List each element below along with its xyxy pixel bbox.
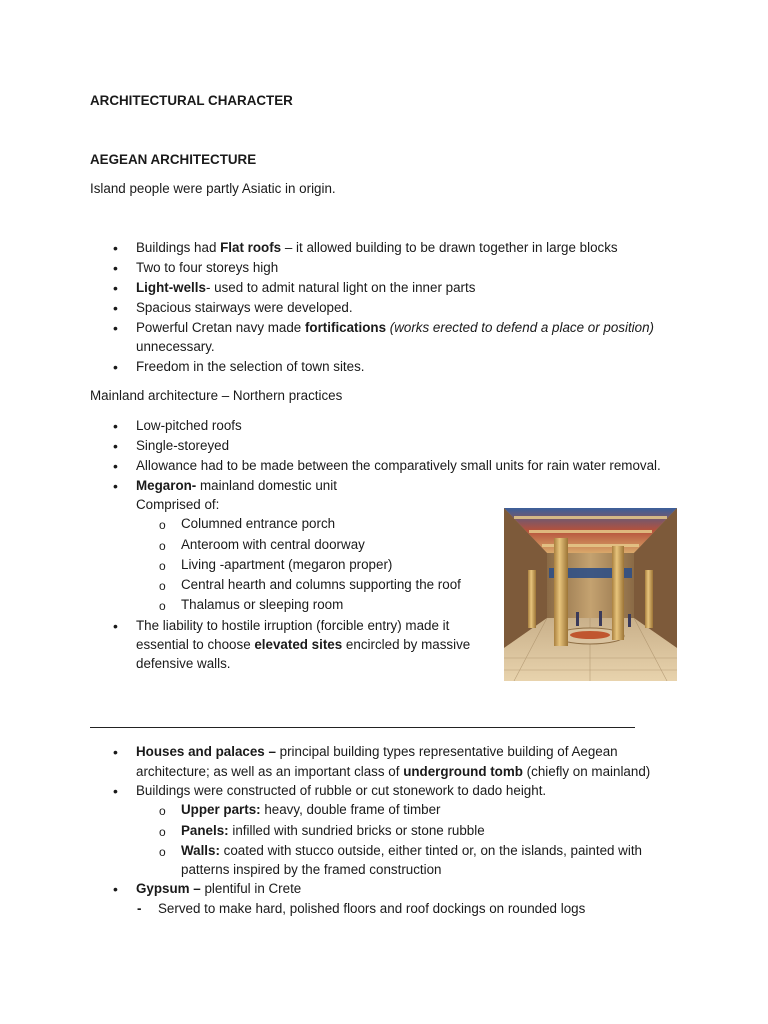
sub-bullet: o <box>159 579 166 593</box>
bullet: • <box>113 438 118 454</box>
megaron-interior-image <box>504 508 677 681</box>
list-item-continuation <box>136 764 650 780</box>
list-item <box>181 823 485 839</box>
bold-run: Houses and palaces – <box>136 744 276 759</box>
list-item: Single-storeyed <box>136 438 230 453</box>
sub-bullet: o <box>159 804 166 818</box>
list-item: Living -apartment (megaron proper) <box>181 557 393 572</box>
bullet: • <box>113 320 118 336</box>
list-item <box>136 478 337 494</box>
text-run: mainland domestic unit <box>196 478 337 493</box>
text-run: encircled by massive <box>342 637 471 652</box>
list-item: Low-pitched roofs <box>136 418 242 433</box>
bold-run: elevated sites <box>254 637 343 652</box>
dash-bullet: - <box>137 901 142 916</box>
text-run: plentiful in Crete <box>200 881 302 896</box>
text-run: Powerful Cretan navy made <box>136 320 305 335</box>
sub-bullet: o <box>159 845 166 859</box>
list-item: Freedom in the selection of town sites. <box>136 359 365 374</box>
text-run: – it allowed building to be drawn together in large blocks <box>281 240 618 255</box>
list-item: Spacious stairways were developed. <box>136 300 353 315</box>
list-item: Columned entrance porch <box>181 516 336 531</box>
list-item: Anteroom with central doorway <box>181 537 365 552</box>
bullet: • <box>113 458 118 474</box>
list-item-continuation: patterns inspired by the framed construction <box>181 862 442 877</box>
bullet: • <box>113 618 118 634</box>
list-item <box>136 320 654 336</box>
page-title: ARCHITECTURAL CHARACTER <box>90 93 293 108</box>
bold-run: Light-wells <box>136 280 206 295</box>
list-item: The liability to hostile irruption (forcible entry) made it <box>136 618 450 633</box>
list-item: Buildings were constructed of rubble or cut stonework to dado height. <box>136 783 547 798</box>
list-item: Allowance had to be made between the comparatively small units for rain water removal. <box>136 458 661 473</box>
italic-run: (works erected to defend a place or position) <box>386 320 655 335</box>
bold-run: fortifications <box>304 320 387 335</box>
bold-run: Upper parts: <box>181 802 261 817</box>
bold-run: Panels: <box>181 823 229 838</box>
bullet: • <box>113 744 118 760</box>
list-item <box>136 881 301 897</box>
bold-run: Megaron- <box>136 478 197 493</box>
list-item <box>136 240 618 256</box>
bold-run: Gypsum – <box>136 881 201 896</box>
list-item <box>136 744 618 760</box>
text-run: principal building types representative building of Aegean <box>275 744 618 759</box>
text-run: Buildings had <box>136 240 221 255</box>
sub-bullet: o <box>159 825 166 839</box>
list-item <box>181 802 441 818</box>
list-item: Two to four storeys high <box>136 260 279 275</box>
list-item <box>181 843 642 859</box>
bold-run: Flat roofs <box>220 240 282 255</box>
text-run: infilled with sundried bricks or stone rubble <box>228 823 485 838</box>
mainland-heading: Mainland architecture – Northern practices <box>90 388 343 403</box>
bullet: • <box>113 260 118 276</box>
text-run: (chiefly on mainland) <box>522 764 651 779</box>
horizontal-rule <box>90 727 635 728</box>
bullet: • <box>113 280 118 296</box>
bullet: • <box>113 881 118 897</box>
text-run: coated with stucco outside, either tinted or, on the islands, painted with <box>219 843 642 858</box>
sub-bullet: o <box>159 559 166 573</box>
list-item: Thalamus or sleeping room <box>181 597 344 612</box>
list-item-continuation <box>136 637 470 653</box>
section-intro: Island people were partly Asiatic in origin. <box>90 181 336 196</box>
bullet: • <box>113 478 118 494</box>
bullet: • <box>113 359 118 375</box>
list-item-continuation: defensive walls. <box>136 656 231 671</box>
bullet: • <box>113 783 118 799</box>
bullet: • <box>113 240 118 256</box>
bold-run: underground tomb <box>403 764 523 779</box>
list-item: Served to make hard, polished floors and roof dockings on rounded logs <box>158 901 586 916</box>
bullet: • <box>113 300 118 316</box>
bullet: • <box>113 418 118 434</box>
sub-bullet: o <box>159 599 166 613</box>
bold-run: Walls: <box>181 843 220 858</box>
list-item <box>136 280 475 296</box>
list-item-continuation: unnecessary. <box>136 339 215 354</box>
sub-bullet: o <box>159 539 166 553</box>
text-run: - used to admit natural light on the inner parts <box>205 280 476 295</box>
text-run: heavy, double frame of timber <box>260 802 441 817</box>
text-run: architecture; as well as an important class of <box>136 764 404 779</box>
section-heading: AEGEAN ARCHITECTURE <box>90 152 257 167</box>
list-item: Central hearth and columns supporting the roof <box>181 577 461 592</box>
list-item-continuation: Comprised of: <box>136 497 220 512</box>
text-run: essential to choose <box>136 637 255 652</box>
sub-bullet: o <box>159 518 166 532</box>
